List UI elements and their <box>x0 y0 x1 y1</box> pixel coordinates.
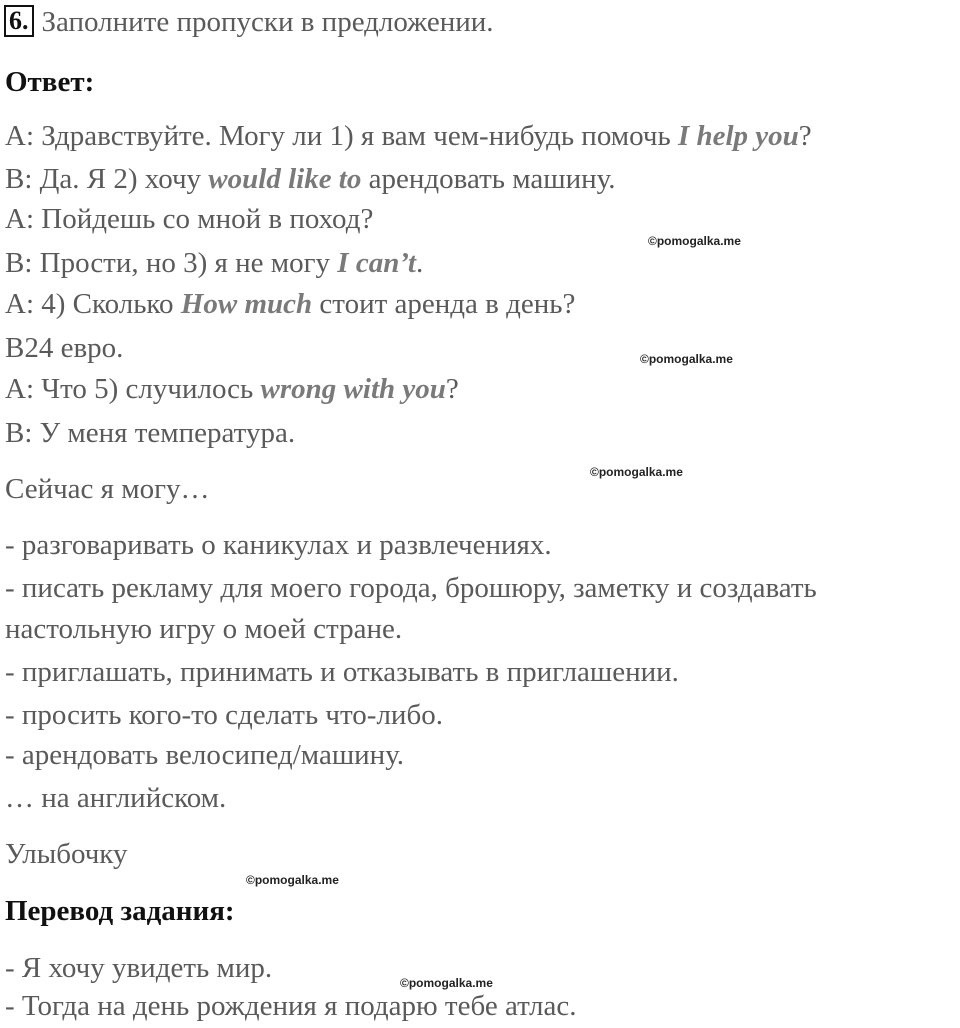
watermark: ©pomogalka.me <box>400 976 493 990</box>
skill-item: - просить кого-то сделать что-либо. <box>5 699 443 731</box>
dialogue-line: А: Здравствуйте. Могу ли 1) я вам чем-нибудь помочь I help you? <box>5 120 812 152</box>
answer-fill: wrong with you <box>260 373 446 405</box>
skill-item: настольную игру о моей стране. <box>5 613 403 645</box>
smile-text: Улыбочку <box>5 838 128 870</box>
skill-item: - приглашать, принимать и отказывать в приглашении. <box>5 656 679 688</box>
translation-item: - Я хочу увидеть мир. <box>5 952 273 984</box>
task-text: Заполните пропуски в предложении. <box>41 6 494 38</box>
translation-item: - Тогда на день рождения я подарю тебе атлас. <box>5 990 577 1022</box>
answer-fill: I help you <box>677 120 799 152</box>
watermark: ©pomogalka.me <box>640 352 733 366</box>
watermark: ©pomogalka.me <box>246 873 339 887</box>
now-i-can: Сейчас я могу… <box>5 473 210 505</box>
skill-item: - писать рекламу для моего города, брошюру, заметку и создавать <box>5 572 817 604</box>
translation-heading: Перевод задания: <box>5 895 235 927</box>
answer-fill: I can’t <box>337 247 416 279</box>
dialogue-line: А: Пойдешь со мной в поход? <box>5 203 374 235</box>
dialogue-line: А: Что 5) случилось wrong with you? <box>5 373 459 405</box>
watermark: ©pomogalka.me <box>590 465 683 479</box>
dialogue-line: А: 4) Сколько How much стоит аренда в день? <box>5 288 576 320</box>
skill-item: - разговаривать о каникулах и развлечениях. <box>5 529 552 561</box>
dialogue-line: В: У меня температура. <box>5 417 296 449</box>
skill-item: - арендовать велосипед/машину. <box>5 739 405 771</box>
task-number: 6. <box>4 5 34 37</box>
dialogue-line: В: Да. Я 2) хочу would like to арендовать машину. <box>5 163 616 195</box>
dialogue-line: В24 евро. <box>5 332 124 364</box>
answer-fill: would like to <box>208 163 362 195</box>
skill-item: … на английском. <box>5 782 227 814</box>
answer-fill: How much <box>180 288 313 320</box>
task-line <box>4 4 494 40</box>
dialogue-line: В: Прости, но 3) я не могу I can’t. <box>5 247 424 279</box>
answer-heading: Ответ: <box>5 66 95 98</box>
watermark: ©pomogalka.me <box>648 234 741 248</box>
